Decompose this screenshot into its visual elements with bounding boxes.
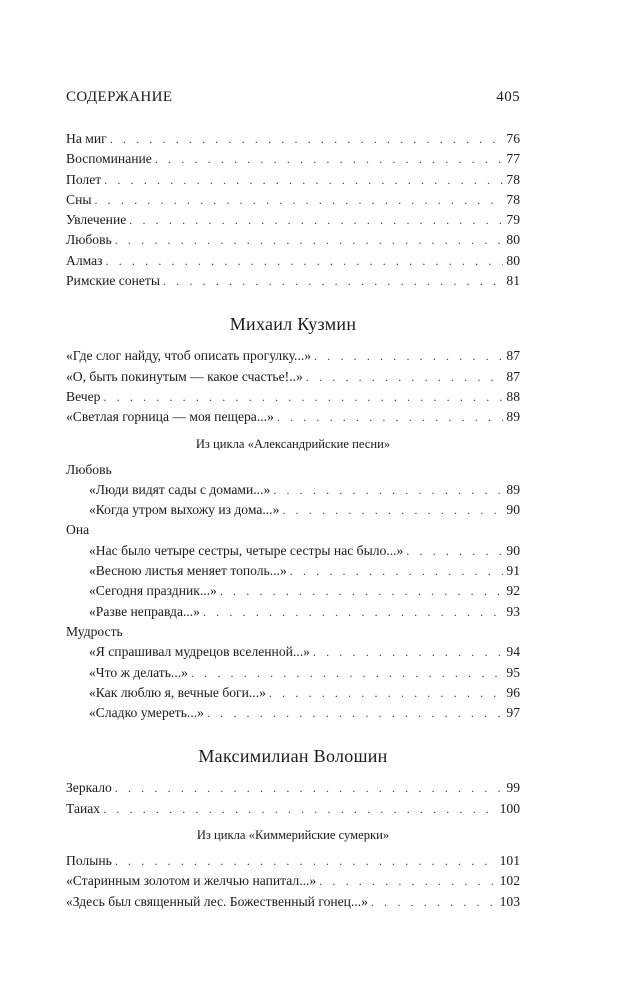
toc-entry-title: «Я спрашивал мудрецов вселенной...» [89, 644, 310, 660]
toc-entry[interactable] [66, 799, 520, 819]
toc-entry-title: Алмаз [66, 252, 103, 268]
toc-entry[interactable] [66, 683, 520, 703]
toc-entry[interactable] [66, 149, 520, 169]
toc-entry-page: 87 [506, 368, 520, 384]
toc-entry[interactable] [66, 602, 520, 622]
toc-entry-page: 90 [506, 502, 520, 518]
leader-dots [319, 871, 496, 891]
leader-dots [103, 799, 497, 819]
toc-entry-page: 102 [499, 873, 520, 889]
leader-dots [406, 541, 503, 561]
toc-entry-title: Воспоминание [66, 151, 152, 167]
toc-entry-title: Любовь [66, 232, 112, 248]
toc-entry[interactable] [66, 271, 520, 291]
leader-dots [110, 129, 504, 149]
toc-entry-page: 100 [499, 800, 520, 816]
toc-entry-page: 90 [506, 542, 520, 558]
toc-entry-title: Полынь [66, 853, 112, 869]
toc-entry-page: 103 [499, 893, 520, 909]
leader-dots [94, 190, 503, 210]
cycle-heading-cimmerian: Из цикла «Киммерийские сумерки» [196, 828, 390, 843]
toc-entry-page: 92 [506, 583, 520, 599]
toc-entry[interactable] [66, 561, 520, 581]
leader-dots [290, 561, 504, 581]
toc-entry-title: Сны [66, 191, 92, 207]
toc-entry[interactable] [66, 663, 520, 683]
toc-entry[interactable] [66, 251, 520, 271]
toc-entry[interactable] [66, 407, 520, 427]
leader-dots [155, 149, 504, 169]
running-head-title: СОДЕРЖАНИЕ [66, 89, 173, 105]
leader-dots [115, 778, 504, 798]
toc-entry-page: 101 [499, 853, 520, 869]
leader-dots [220, 581, 504, 601]
page-number: 405 [496, 89, 520, 105]
leader-dots [371, 892, 497, 912]
toc-entry-title: «Как люблю я, вечные боги...» [89, 684, 266, 700]
leader-dots [273, 480, 503, 500]
toc-entry-title: Таиах [66, 800, 101, 816]
toc-entry-title: Вечер [66, 388, 101, 404]
toc-entry-page: 93 [506, 603, 520, 619]
toc-entry-page: 79 [506, 212, 520, 228]
toc-entry-page: 77 [506, 151, 520, 167]
toc-entry-title: «О, быть покинутым — какое счастье!..» [66, 368, 303, 384]
leader-dots [104, 170, 503, 190]
toc-entry[interactable] [66, 541, 520, 561]
toc-entry[interactable] [66, 346, 520, 366]
toc-entry[interactable] [66, 892, 520, 912]
toc-entry[interactable] [66, 387, 520, 407]
toc-entry-page: 87 [506, 348, 520, 364]
toc-entry-page: 94 [506, 644, 520, 660]
toc-entry-page: 80 [506, 232, 520, 248]
toc-entry-page: 96 [506, 684, 520, 700]
leader-dots [115, 230, 504, 250]
toc-entry-title: «Весною листья меняет тополь...» [89, 563, 287, 579]
toc-entry-title: «Люди видят сады с домами...» [89, 481, 271, 497]
toc-entry-title: «Разве неправда...» [89, 603, 200, 619]
leader-dots [115, 851, 497, 871]
toc-entry-page: 80 [506, 252, 520, 268]
toc-entry-page: 89 [506, 409, 520, 425]
toc-entry[interactable] [66, 500, 520, 520]
subsection-label: Она [66, 522, 90, 538]
toc-entry-title: «Что ж делать...» [89, 664, 188, 680]
leader-dots [129, 210, 503, 230]
toc-entry[interactable] [66, 703, 520, 723]
toc-entry-title: «Когда утром выхожу из дома...» [89, 502, 280, 518]
toc-entry-title: Зеркало [66, 780, 112, 796]
leader-dots [103, 387, 503, 407]
leader-dots [314, 346, 503, 366]
table-of-contents [66, 129, 520, 912]
toc-entry-page: 81 [506, 273, 520, 289]
toc-entry-title: «Нас было четыре сестры, четыре сестры нас было...» [89, 542, 404, 558]
toc-entry-page: 76 [506, 131, 520, 146]
running-head [66, 89, 520, 109]
toc-entry-title: Увлечение [66, 212, 127, 228]
leader-dots [277, 407, 504, 427]
toc-entry-page: 97 [506, 705, 520, 721]
toc-entry-page: 88 [506, 388, 520, 404]
toc-entry-title: «Здесь был священный лес. Божественный гонец...» [66, 893, 368, 909]
leader-dots [191, 663, 503, 683]
toc-entry-page: 78 [506, 171, 520, 187]
toc-entry-title: «Где слог найду, чтоб описать прогулку...» [66, 348, 312, 364]
toc-entry[interactable] [66, 230, 520, 250]
toc-entry-title: «Старинным золотом и желчью напитал...» [66, 873, 317, 889]
leader-dots [163, 271, 503, 291]
toc-entry[interactable] [66, 642, 520, 662]
toc-entry-title: «Сладко умереть...» [89, 705, 204, 721]
toc-entry[interactable] [66, 871, 520, 891]
subsection-label: Мудрость [66, 623, 123, 639]
leader-dots [282, 500, 503, 520]
author-heading-kuzmin: Михаил Кузмин [229, 314, 357, 335]
author-heading-voloshin: Максимилиан Волошин [198, 746, 388, 767]
subsection-label: Любовь [66, 461, 112, 477]
leader-dots [313, 642, 504, 662]
toc-entry[interactable] [66, 129, 520, 149]
toc-entry[interactable] [66, 367, 520, 387]
leader-dots [207, 703, 503, 723]
toc-entry[interactable] [66, 170, 520, 190]
toc-entry-page: 91 [506, 563, 520, 579]
toc-entry-page: 89 [506, 481, 520, 497]
toc-entry-page: 78 [506, 191, 520, 207]
toc-entry[interactable] [66, 210, 520, 230]
leader-dots [106, 251, 504, 271]
toc-entry[interactable] [66, 851, 520, 871]
toc-entry[interactable] [66, 581, 520, 601]
leader-dots [203, 602, 503, 622]
toc-entry-title: На миг [66, 131, 107, 146]
leader-dots [269, 683, 504, 703]
toc-entry-title: Римские сонеты [66, 273, 160, 289]
cycle-heading-alexandrian: Из цикла «Александрийские песни» [195, 436, 391, 451]
toc-entry-title: «Сегодня праздник...» [89, 583, 217, 599]
toc-entry-title: «Светлая горница — моя пещера...» [66, 409, 274, 425]
toc-entry-title: Полет [66, 171, 102, 187]
leader-dots [306, 367, 504, 387]
toc-entry[interactable] [66, 190, 520, 210]
toc-entry[interactable] [66, 778, 520, 798]
toc-entry-page: 99 [506, 780, 520, 796]
toc-entry-page: 95 [506, 664, 520, 680]
toc-entry[interactable] [66, 480, 520, 500]
